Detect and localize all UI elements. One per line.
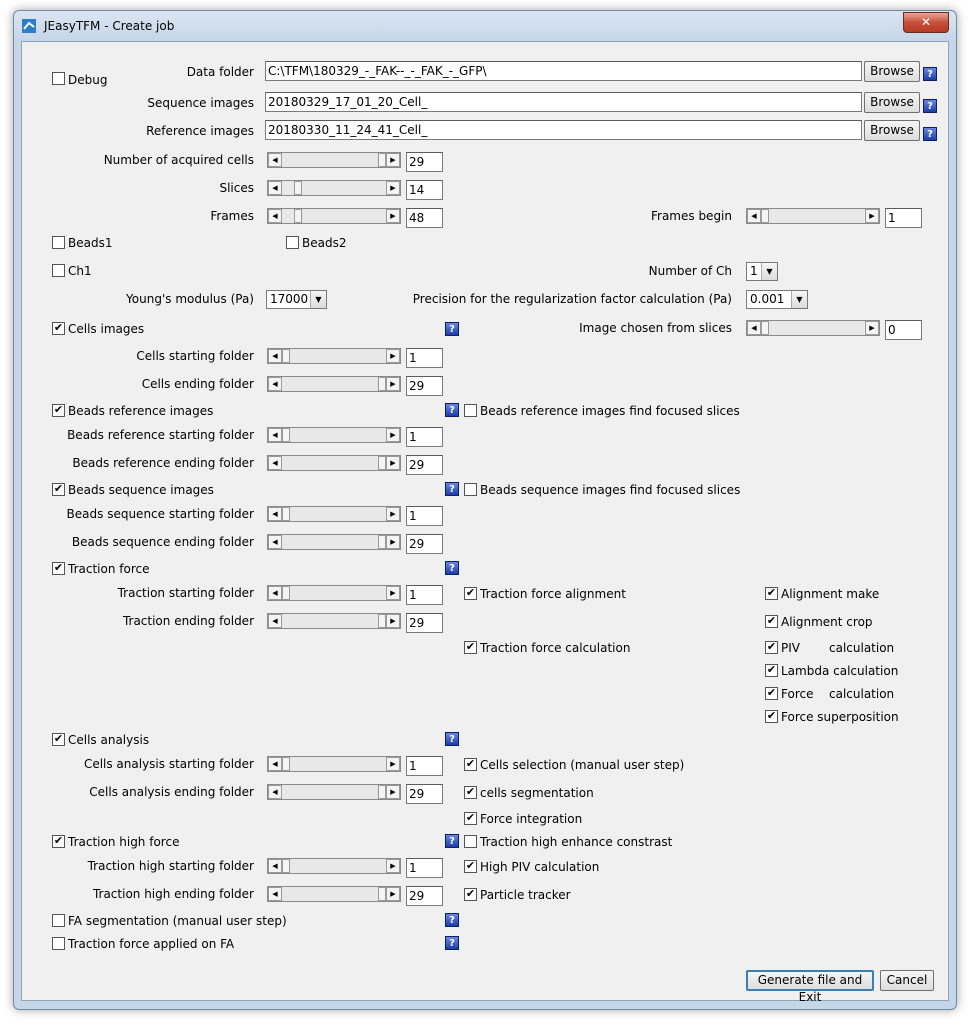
cells-end-label: Cells ending folder (141, 377, 254, 391)
scroll-left-arrow-icon[interactable]: ◀ (268, 507, 282, 521)
scroll-right-arrow-icon[interactable]: ▶ (386, 377, 400, 391)
slider-thumb[interactable] (282, 859, 290, 873)
slider-thumb[interactable] (282, 349, 290, 363)
slider-thumb[interactable] (378, 535, 386, 549)
window-title: JEasyTFM - Create job (44, 19, 175, 33)
beads-ref-start-label: Beads reference starting folder (67, 428, 254, 442)
traction-high-checkbox[interactable]: ✔ (53, 834, 64, 847)
sequence-images-label: Sequence images (147, 96, 254, 110)
sequence-images-browse-button[interactable]: Browse (864, 92, 920, 113)
scroll-left-arrow-icon[interactable]: ◀ (268, 153, 282, 167)
traction-on-fa-label: Traction force applied on FA (68, 937, 235, 951)
ch1-label: Ch1 (68, 264, 92, 278)
beads-seq-end-label: Beads sequence ending folder (71, 535, 254, 549)
close-button[interactable]: ✕ (903, 12, 949, 33)
image-chosen-label: Image chosen from slices (579, 321, 732, 335)
number-of-ch-value: 1 (750, 264, 758, 278)
form-panel (21, 41, 949, 1004)
th-end-slider[interactable] (267, 886, 401, 902)
beads-ref-end-slider[interactable] (267, 455, 401, 471)
data-folder-label: Data folder (186, 65, 254, 79)
frames-slider[interactable] (267, 208, 401, 224)
th-enhance-label: Traction high enhance constrast (480, 835, 673, 849)
cells-start-label: Cells starting folder (136, 349, 254, 363)
th-start-slider[interactable] (267, 858, 401, 874)
beads2-checkbox[interactable] (286, 236, 299, 249)
piv-calculation-label-2: calculation (829, 641, 895, 655)
traction-alignment-label: Traction force alignment (480, 587, 626, 601)
scroll-right-arrow-icon[interactable]: ▶ (386, 428, 400, 442)
beads-ref-start-slider[interactable] (267, 427, 401, 443)
slider-thumb[interactable] (378, 153, 386, 167)
ch1-checkbox[interactable] (52, 264, 65, 277)
ca-end-input[interactable]: 29 (406, 784, 443, 804)
cells-segmentation-checkbox[interactable]: ✔ (465, 785, 476, 798)
scroll-left-arrow-icon[interactable]: ◀ (268, 428, 282, 442)
scroll-right-arrow-icon[interactable]: ▶ (386, 535, 400, 549)
scroll-right-arrow-icon[interactable]: ▶ (386, 507, 400, 521)
data-folder-help-icon[interactable]: ? (923, 67, 937, 81)
traction-start-slider[interactable] (267, 585, 401, 601)
scroll-left-arrow-icon[interactable]: ◀ (268, 349, 282, 363)
traction-start-input[interactable]: 1 (406, 585, 443, 605)
slider-thumb[interactable] (294, 181, 302, 195)
scroll-left-arrow-icon[interactable]: ◀ (268, 586, 282, 600)
beads-ref-end-input[interactable]: 29 (406, 455, 443, 475)
traction-end-label: Traction ending folder (122, 614, 254, 628)
slider-thumb[interactable] (761, 209, 769, 223)
th-end-input[interactable]: 29 (406, 886, 443, 906)
traction-alignment-checkbox[interactable]: ✔ (465, 586, 476, 599)
beads-ref-help-icon[interactable]: ? (445, 403, 459, 417)
number-of-ch-label: Number of Ch (648, 264, 732, 278)
cells-segmentation-label: cells segmentation (480, 786, 594, 800)
cells-images-checkbox[interactable]: ✔ (53, 321, 64, 334)
cells-analysis-help-icon[interactable]: ? (445, 732, 459, 746)
force-integration-checkbox[interactable]: ✔ (465, 811, 476, 824)
beads1-checkbox[interactable] (52, 236, 65, 249)
beads-seq-checkbox[interactable]: ✔ (53, 482, 64, 495)
dialog-window (13, 10, 957, 1010)
high-piv-checkbox[interactable]: ✔ (465, 859, 476, 872)
alignment-make-checkbox[interactable]: ✔ (766, 586, 777, 599)
traction-on-fa-checkbox[interactable] (52, 937, 65, 950)
scroll-left-arrow-icon[interactable]: ◀ (747, 209, 761, 223)
youngs-modulus-select[interactable] (266, 290, 327, 309)
beads-ref-focus-checkbox[interactable] (464, 404, 477, 417)
beads-seq-end-input[interactable]: 29 (406, 534, 443, 554)
fa-segmentation-label: FA segmentation (manual user step) (68, 914, 287, 928)
cells-images-help-icon[interactable]: ? (445, 322, 459, 336)
debug-checkbox[interactable] (52, 72, 65, 85)
alignment-crop-checkbox[interactable]: ✔ (766, 614, 777, 627)
scroll-right-arrow-icon[interactable]: ▶ (386, 859, 400, 873)
traction-help-icon[interactable]: ? (445, 561, 459, 575)
traction-start-label: Traction starting folder (117, 586, 254, 600)
beads-seq-start-input[interactable]: 1 (406, 506, 443, 526)
scroll-right-arrow-icon[interactable]: ▶ (865, 321, 879, 335)
beads-seq-label: Beads sequence images (68, 483, 214, 497)
slider-thumb[interactable] (378, 456, 386, 470)
scroll-right-arrow-icon[interactable]: ▶ (386, 757, 400, 771)
frames-label: Frames (210, 209, 254, 223)
precision-label: Precision for the regularization factor calculation (Pa) (412, 292, 732, 306)
scroll-left-arrow-icon[interactable]: ◀ (268, 614, 282, 628)
app-icon (22, 19, 36, 33)
scroll-left-arrow-icon[interactable]: ◀ (268, 209, 282, 223)
scroll-right-arrow-icon[interactable]: ▶ (386, 586, 400, 600)
fa-segmentation-help-icon[interactable]: ? (445, 913, 459, 927)
scroll-right-arrow-icon[interactable]: ▶ (386, 153, 400, 167)
th-start-input[interactable]: 1 (406, 858, 443, 878)
reference-images-input[interactable]: 20180330_11_24_41_Cell_ (265, 120, 862, 140)
cancel-button[interactable]: Cancel (880, 970, 934, 991)
slider-thumb[interactable] (282, 428, 290, 442)
cells-selection-checkbox[interactable]: ✔ (465, 757, 476, 770)
chevron-down-icon: ▼ (761, 263, 777, 280)
alignment-crop-label: Alignment crop (781, 615, 873, 629)
frames-input[interactable]: 48 (406, 208, 443, 228)
slider-thumb[interactable] (378, 887, 386, 901)
beads-seq-end-slider[interactable] (267, 534, 401, 550)
slider-thumb[interactable] (761, 321, 769, 335)
scroll-left-arrow-icon[interactable]: ◀ (268, 377, 282, 391)
traction-end-input[interactable]: 29 (406, 613, 443, 633)
beads2-label: Beads2 (302, 236, 347, 250)
num-cells-slider[interactable] (267, 152, 401, 168)
ca-start-input[interactable]: 1 (406, 756, 443, 776)
traction-high-help-icon[interactable]: ? (445, 834, 459, 848)
slider-thumb[interactable] (378, 785, 386, 799)
high-piv-label: High PIV calculation (480, 860, 600, 874)
beads-seq-focus-label: Beads sequence images find focused slices (480, 483, 741, 497)
scroll-right-arrow-icon[interactable]: ▶ (386, 181, 400, 195)
slider-thumb[interactable] (378, 377, 386, 391)
force-calculation-label-2: calculation (829, 687, 895, 701)
traction-on-fa-help-icon[interactable]: ? (445, 936, 459, 950)
scroll-right-arrow-icon[interactable]: ▶ (386, 349, 400, 363)
data-folder-browse-button[interactable]: Browse (864, 61, 920, 82)
force-superposition-checkbox[interactable]: ✔ (766, 709, 777, 722)
scroll-left-arrow-icon[interactable]: ◀ (747, 321, 761, 335)
scroll-left-arrow-icon[interactable]: ◀ (268, 859, 282, 873)
chevron-down-icon: ▼ (310, 291, 326, 308)
ca-start-label: Cells analysis starting folder (83, 757, 254, 771)
slices-slider[interactable] (267, 180, 401, 196)
precision-select[interactable] (746, 290, 808, 309)
lambda-calculation-label: Lambda calculation (781, 664, 899, 678)
frames-begin-slider[interactable] (746, 208, 880, 224)
reference-images-label: Reference images (146, 124, 254, 138)
reference-images-help-icon[interactable]: ? (923, 127, 937, 141)
title-bar (14, 11, 956, 41)
particle-tracker-label: Particle tracker (480, 888, 571, 902)
youngs-modulus-value: 17000 (270, 292, 309, 306)
slices-input[interactable]: 14 (406, 180, 443, 200)
particle-tracker-checkbox[interactable]: ✔ (465, 887, 476, 900)
scroll-left-arrow-icon[interactable]: ◀ (268, 887, 282, 901)
th-enhance-checkbox[interactable] (464, 835, 477, 848)
scroll-right-arrow-icon[interactable]: ▶ (386, 887, 400, 901)
scroll-right-arrow-icon[interactable]: ▶ (386, 209, 400, 223)
force-integration-label: Force integration (480, 812, 583, 826)
scroll-left-arrow-icon[interactable]: ◀ (268, 181, 282, 195)
scroll-left-arrow-icon[interactable]: ◀ (268, 785, 282, 799)
alignment-make-label: Alignment make (781, 587, 880, 601)
cells-start-slider[interactable] (267, 348, 401, 364)
lambda-calculation-checkbox[interactable]: ✔ (766, 663, 777, 676)
image-chosen-input[interactable]: 0 (885, 320, 922, 340)
traction-calculation-checkbox[interactable]: ✔ (465, 640, 476, 653)
beads-seq-start-label: Beads sequence starting folder (66, 507, 254, 521)
beads-seq-start-slider[interactable] (267, 506, 401, 522)
th-end-label: Traction high ending folder (92, 887, 254, 901)
chevron-down-icon: ▼ (791, 291, 807, 308)
beads-ref-focus-label: Beads reference images find focused slices (480, 404, 740, 418)
sequence-images-help-icon[interactable]: ? (923, 99, 937, 113)
precision-value: 0.001 (750, 292, 785, 306)
traction-label: Traction force (68, 562, 150, 576)
scroll-left-arrow-icon[interactable]: ◀ (268, 757, 282, 771)
beads-ref-start-input[interactable]: 1 (406, 427, 443, 447)
reference-images-browse-button[interactable]: Browse (864, 120, 920, 141)
beads-seq-help-icon[interactable]: ? (445, 482, 459, 496)
scroll-right-arrow-icon[interactable]: ▶ (865, 209, 879, 223)
frames-begin-label: Frames begin (650, 209, 732, 223)
debug-label: Debug (68, 73, 108, 87)
cells-start-input[interactable]: 1 (406, 348, 443, 368)
slider-thumb[interactable] (282, 507, 290, 521)
traction-high-label: Traction high force (68, 835, 180, 849)
force-calculation-checkbox[interactable]: ✔ (766, 686, 777, 699)
slider-thumb[interactable] (282, 757, 290, 771)
beads-ref-label: Beads reference images (68, 404, 214, 418)
beads1-label: Beads1 (68, 236, 113, 250)
fa-segmentation-checkbox[interactable] (52, 914, 65, 927)
scroll-left-arrow-icon[interactable]: ◀ (268, 535, 282, 549)
image-chosen-slider[interactable] (746, 320, 880, 336)
ca-start-slider[interactable] (267, 756, 401, 772)
youngs-modulus-label: Young's modulus (Pa) (126, 292, 254, 306)
cells-end-input[interactable]: 29 (406, 376, 443, 396)
traction-checkbox[interactable]: ✔ (53, 561, 64, 574)
slider-thumb[interactable] (282, 586, 290, 600)
th-start-label: Traction high starting folder (87, 859, 254, 873)
generate-file-button[interactable]: Generate file and Exit (746, 970, 874, 991)
number-of-ch-select[interactable] (746, 262, 778, 281)
cells-images-label: Cells images (68, 322, 145, 336)
beads-seq-focus-checkbox[interactable] (464, 483, 477, 496)
traction-calculation-label: Traction force calculation (480, 641, 631, 655)
data-folder-input[interactable]: C:\TFM\180329_-_FAK--_-_FAK_-_GFP\ (265, 61, 862, 81)
beads-ref-end-label: Beads reference ending folder (72, 456, 254, 470)
sequence-images-input[interactable]: 20180329_17_01_20_Cell_ (265, 92, 862, 112)
scroll-left-arrow-icon[interactable]: ◀ (268, 456, 282, 470)
traction-end-slider[interactable] (267, 613, 401, 629)
scroll-right-arrow-icon[interactable]: ▶ (386, 614, 400, 628)
cells-analysis-label: Cells analysis (68, 733, 150, 747)
force-superposition-label: Force superposition (781, 710, 899, 724)
slider-thumb[interactable] (378, 614, 386, 628)
piv-calculation-label: PIV (781, 641, 800, 655)
num-cells-input[interactable]: 29 (406, 152, 443, 172)
cells-selection-label: Cells selection (manual user step) (480, 758, 685, 772)
num-cells-label: Number of acquired cells (103, 153, 254, 167)
beads-ref-checkbox[interactable]: ✔ (53, 403, 64, 416)
slices-label: Slices (219, 181, 254, 195)
force-calculation-label: Force (781, 687, 814, 701)
piv-calculation-checkbox[interactable]: ✔ (766, 640, 777, 653)
ca-end-label: Cells analysis ending folder (89, 785, 254, 799)
cells-end-slider[interactable] (267, 376, 401, 392)
frames-begin-input[interactable]: 1 (885, 208, 922, 228)
slider-thumb[interactable] (294, 209, 302, 223)
scroll-right-arrow-icon[interactable]: ▶ (386, 456, 400, 470)
ca-end-slider[interactable] (267, 784, 401, 800)
cells-analysis-checkbox[interactable]: ✔ (53, 732, 64, 745)
scroll-right-arrow-icon[interactable]: ▶ (386, 785, 400, 799)
